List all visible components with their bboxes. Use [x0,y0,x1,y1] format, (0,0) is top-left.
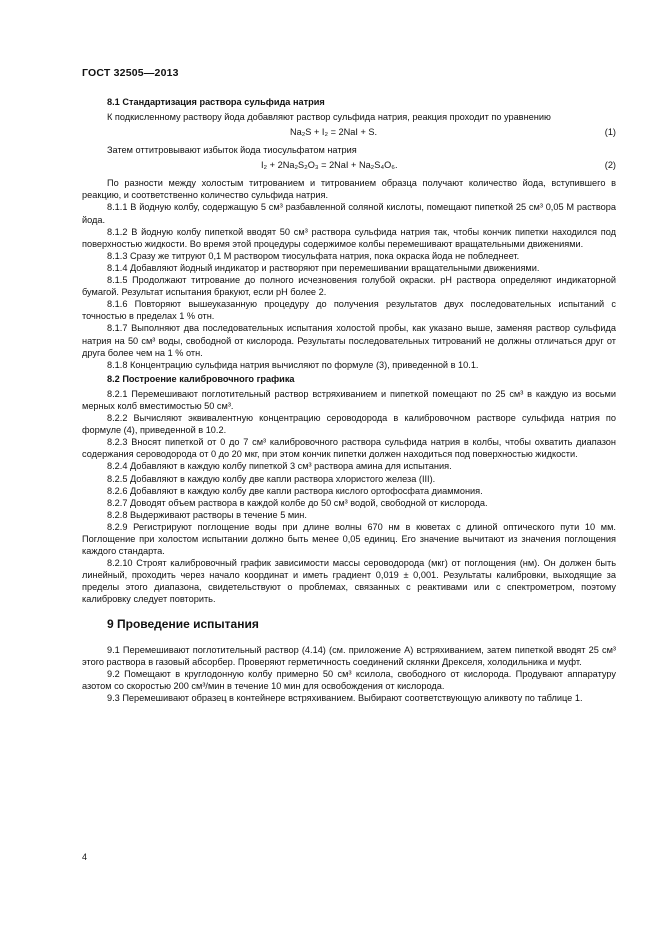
clause-8-1-1: 8.1.1 В йодную колбу, содержащую 5 см³ разбавленной соляной кислоты, помещают пипеткой 25 см³ 0,05 М раствора йода. [82,202,616,225]
clause-8-1-6: 8.1.6 Повторяют вышеуказанную процедуру до получения результатов двух последовательных испытаний с точностью в пределах 1 % отн. [82,299,616,322]
clause-8-2-2: 8.2.2 Вычисляют эквивалентную концентрацию сероводорода в калибровочном растворе сульфида натрия по формуле (4), приведенной в 10.2. [82,413,616,436]
equation-number: (1) [604,127,616,138]
equation-formula: I₂ + 2Na₂S₂O₃ = 2NaI + Na₂S₄O₆. [261,160,398,171]
section-heading-8-2: 8.2 Построение калибровочного графика [107,373,295,384]
clause-8-1-4: 8.1.4 Добавляют йодный индикатор и растворяют при перемешивании вращательными движениями. [107,262,540,273]
clause-9-3: 9.3 Перемешивают образец в контейнере встряхиванием. Выбирают соответствующую аликвоту по таблице 1. [107,692,583,703]
clause-8-2-3: 8.2.3 Вносят пипеткой от 0 до 7 см³ калибровочного раствора сульфида натрия в колбы, чтобы охватить диапазон содержания сероводорода от 0 до 20 мкг, при этом кончик пипетки должен находиться под поверхностью жидкости. [82,437,616,460]
clause-8-1-8: 8.1.8 Концентрацию сульфида натрия вычисляют по формуле (3), приведенной в 10.1. [107,359,479,370]
paragraph: Затем оттитровывают избыток йода тиосульфатом натрия [107,145,357,156]
clause-8-1-2: 8.1.2 В йодную колбу пипеткой вводят 50 см³ раствора сульфида натрия так, чтобы кончик пипетки находился под поверхностью жидкости. Во время этой процедуры содержимое колбы перемешивают вращательными движениями. [82,226,616,249]
standard-header: ГОСТ 32505—2013 [82,67,179,79]
clause-8-2-9: 8.2.9 Регистрируют поглощение воды при длине волны 670 нм в кюветах с длиной оптического пути 10 мм. Поглощение при холостом испытании должно быть менее 0,05 единиц. Его значение вычитают из значения поглощения каждого стандарта. [82,521,616,557]
section-heading-9: 9 Проведение испытания [107,616,259,631]
clause-8-1-7: 8.1.7 Выполняют два последовательных испытания холостой пробы, как указано выше, заменяя раствор сульфида натрия на 50 см³ воды, свободной от кислорода. Результаты последовательных титрований не должны отличаться друг от друга более чем на 1 % отн. [82,323,616,358]
clause-9-1: 9.1 Перемешивают поглотительный раствор (4.14) (см. приложение А) встряхиванием, затем пипеткой вводят 25 см³ этого раствора в газовый абсорбер. Проверяют герметичность соединений склянки Дрекселя, холодильника и муфт. [82,644,616,667]
clause-8-2-1: 8.2.1 Перемешивают поглотительный раствор встряхиванием и пипеткой помещают по 25 см³ в каждую из восьми мерных колб вместимостью 50 см³. [82,388,616,411]
paragraph: К подкисленному раствору йода добавляют раствор сульфида натрия, реакция проходит по уравнению [107,112,551,123]
clause-8-1-5: 8.1.5 Продолжают титрование до полного исчезновения голубой окраски. pH раствора определяют индикаторной бумагой. Результат испытания бракуют, если pH более 2. [82,275,616,298]
clause-8-2-6: 8.2.6 Добавляют в каждую колбу две капли раствора кислого ортофосфата диаммония. [107,485,483,496]
section-heading-8-1: 8.1 Стандартизация раствора сульфида натрия [107,97,325,107]
equation-2 [82,159,616,172]
equation-number: (2) [604,160,616,171]
document-body [82,96,616,704]
paragraph: По разности между холостым титрованием и титрованием образца получают количество йода, вступившего в реакцию, и соответственно количество сульфида натрия. [82,178,616,201]
clause-8-1-3: 8.1.3 Сразу же титруют 0,1 М раствором тиосульфата натрия, пока окраска йода не побледнеет. [107,250,520,261]
clause-8-2-4: 8.2.4 Добавляют в каждую колбу пипеткой 3 см³ раствора амина для испытания. [107,461,452,472]
clause-9-2: 9.2 Помещают в круглодонную колбу примерно 50 см³ ксилола, свободного от кислорода. Продувают аппаратуру азотом со скоростью 200 см³/мин в течение 10 мин для освобождения от кислорода. [82,668,616,691]
clause-8-2-5: 8.2.5 Добавляют в каждую колбу две капли раствора хлористого железа (III). [107,473,436,484]
page-number: 4 [82,852,88,862]
clause-8-2-10: 8.2.10 Строят калибровочный график зависимости массы сероводорода (мкг) от поглощения (нм). Он должен быть линейный, проходить через начало координат и иметь градиент 0,019 ± 0,001. Результаты калибровки, выходящие за пределы этого диапазона, свидетельствуют о проблемах, связанных с реактивами или с спектрометром, поэтому калибровку следует повторить. [82,558,616,605]
clause-8-2-7: 8.2.7 Доводят объем раствора в каждой колбе до 50 см³ водой, свободной от кислорода. [107,497,488,508]
equation-1 [82,126,616,139]
clause-8-2-8: 8.2.8 Выдерживают растворы в течение 5 мин. [107,509,307,520]
equation-formula: Na₂S + I₂ = 2NaI + S. [290,127,378,138]
